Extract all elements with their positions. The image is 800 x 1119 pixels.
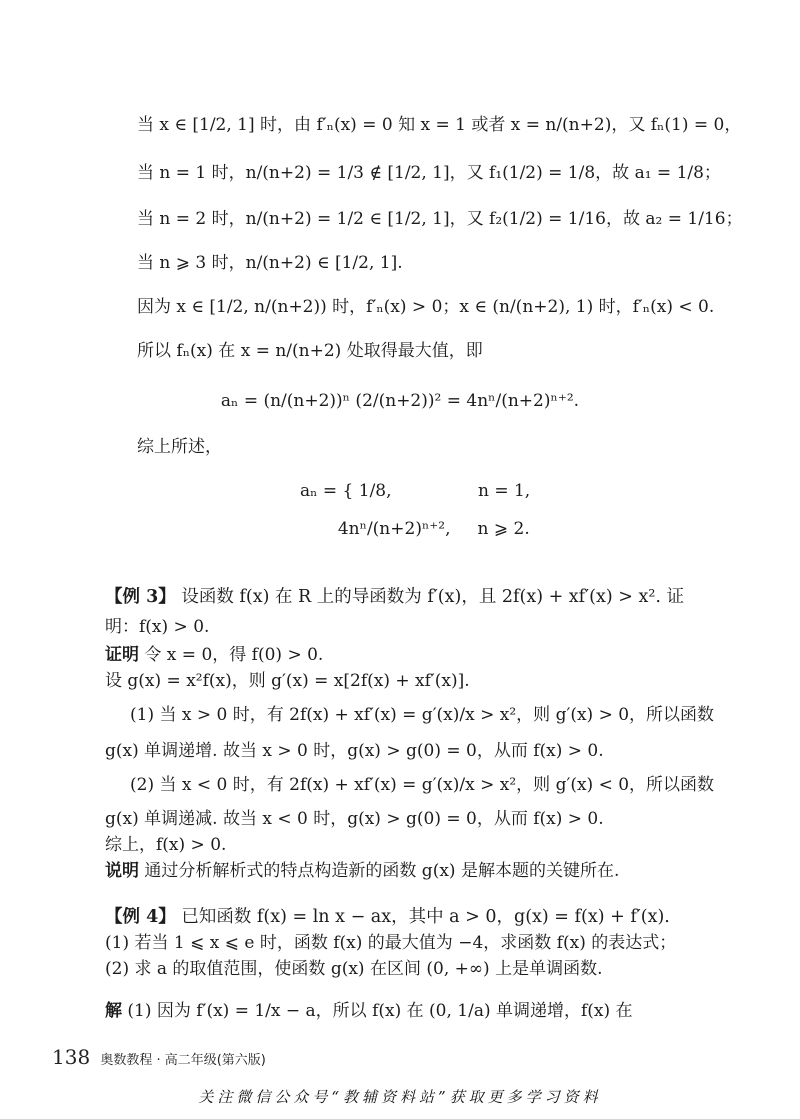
- proof-line: g(x) 单调递减. 故当 x < 0 时，g(x) > g(0) = 0，从而 f(x) > 0.: [105, 809, 604, 829]
- proof-line: (1) 当 x > 0 时，有 2f(x) + xf′(x) = g′(x)/x > x²，则 g′(x) > 0，所以函数: [130, 705, 715, 725]
- note-line: 说明 通过分析解析式的特点构造新的函数 g(x) 是解本题的关键所在.: [105, 861, 620, 881]
- watermark-text: 关注微信公众号“教辅资料站”获取更多学习资料: [198, 1088, 602, 1106]
- book-title: 奥数教程 · 高二年级(第六版): [100, 1053, 266, 1068]
- page-footer: [52, 1045, 266, 1069]
- proof-label: 证明: [105, 645, 139, 665]
- note-label: 说明: [105, 861, 139, 881]
- question-line: (1) 若当 1 ⩽ x ⩽ e 时，函数 f(x) 的最大值为 −4，求函数 f(x) 的表达式；: [105, 933, 677, 953]
- solution-line: 解 (1) 因为 f′(x) = 1/x − a，所以 f(x) 在 (0, 1/a) 单调递增，f(x) 在: [105, 1001, 633, 1021]
- text-line: 综上所述，: [137, 437, 222, 457]
- piecewise-case-2: 4nⁿ/(n+2)ⁿ⁺², n ⩾ 2.: [300, 519, 530, 539]
- text-line: 因为 x ∈ [1/2, n/(n+2)) 时，f′ₙ(x) > 0；x ∈ (n/(n+2), 1) 时，f′ₙ(x) < 0.: [137, 297, 715, 317]
- proof-line: 设 g(x) = x²f(x)，则 g′(x) = x[2f(x) + xf′(x)].: [105, 671, 470, 691]
- proof-line: g(x) 单调递增. 故当 x > 0 时，g(x) > g(0) = 0，从而 f(x) > 0.: [105, 741, 604, 761]
- page-number: 138: [52, 1045, 91, 1069]
- proof-line: (2) 当 x < 0 时，有 2f(x) + xf′(x) = g′(x)/x > x²，则 g′(x) < 0，所以函数: [130, 775, 715, 795]
- text-line: 当 x ∈ [1/2, 1] 时，由 f′ₙ(x) = 0 知 x = 1 或者 x = n/(n+2)，又 fₙ(1) = 0，: [137, 115, 742, 135]
- proof-line: 综上，f(x) > 0.: [105, 835, 227, 855]
- text-line: 当 n = 2 时，n/(n+2) = 1/2 ∈ [1/2, 1]，又 f₂(1/2) = 1/16，故 a₂ = 1/16；: [137, 209, 743, 229]
- example4-label: 【例 4】: [105, 907, 176, 927]
- text-line: 当 n = 1 时，n/(n+2) = 1/3 ∉ [1/2, 1]，又 f₁(1/2) = 1/8，故 a₁ = 1/8；: [137, 163, 721, 183]
- text-line: 明：f(x) > 0.: [105, 617, 210, 637]
- text-line: 当 n ⩾ 3 时，n/(n+2) ∈ [1/2, 1].: [137, 253, 403, 273]
- solution-label: 解: [105, 1001, 122, 1021]
- formula-an: aₙ = (n/(n+2))ⁿ (2/(n+2))² = 4nⁿ/(n+2)ⁿ⁺².: [220, 391, 580, 411]
- example3-label: 【例 3】: [105, 587, 176, 607]
- example3-statement: 【例 3】 设函数 f(x) 在 R 上的导函数为 f′(x)，且 2f(x) + xf′(x) > x². 证: [105, 587, 684, 607]
- text-line: 所以 fₙ(x) 在 x = n/(n+2) 处取得最大值，即: [137, 341, 483, 361]
- piecewise-case-1: aₙ = { 1/8, n = 1,: [300, 481, 531, 501]
- proof-line: 证明 令 x = 0，得 f(0) > 0.: [105, 645, 324, 665]
- example4-statement: 【例 4】 已知函数 f(x) = ln x − ax，其中 a > 0，g(x) = f(x) + f′(x).: [105, 907, 670, 927]
- question-line: (2) 求 a 的取值范围，使函数 g(x) 在区间 (0, +∞) 上是单调函数.: [105, 959, 603, 979]
